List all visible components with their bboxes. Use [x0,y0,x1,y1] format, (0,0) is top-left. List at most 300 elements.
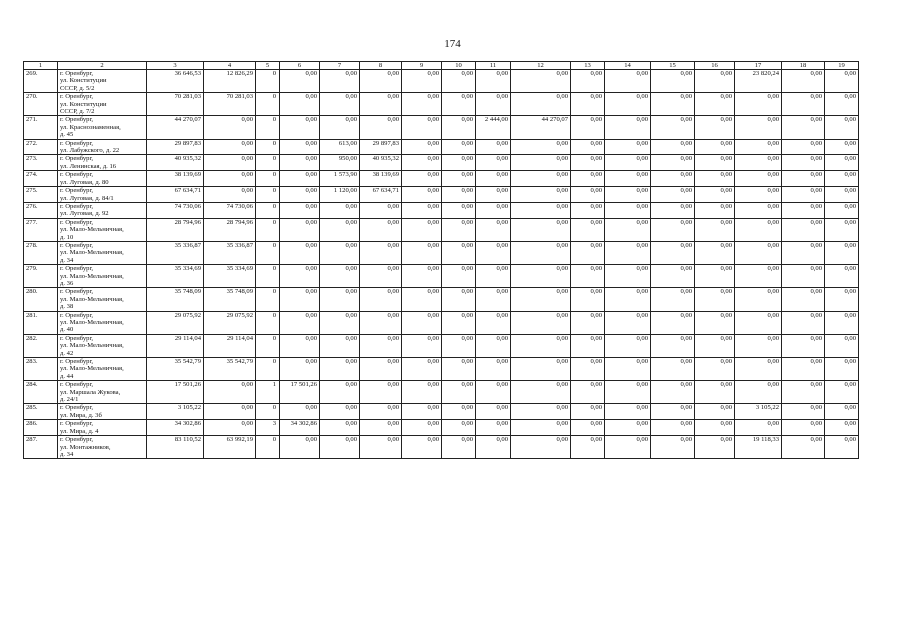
value-cell: 0,00 [476,70,511,93]
address-line: г. Оренбург, [60,202,94,210]
address-line: ул. Мира, д. 4 [60,427,99,435]
value-cell: 0,00 [571,288,605,311]
value-cell: 0,00 [651,334,695,357]
table-row [24,202,859,218]
row-number: 269. [24,70,58,93]
value-cell: 0,00 [605,202,651,218]
table-row [24,265,859,288]
address-cell [58,265,147,288]
value-cell: 0,00 [360,311,402,334]
value-cell: 12 826,29 [204,70,256,93]
address-line: ул. Мало-Мельничная, [60,342,124,350]
value-cell: 0,00 [360,381,402,404]
value-cell: 0,00 [825,218,859,241]
value-cell: 0,00 [825,436,859,459]
value-cell: 0 [256,404,280,420]
value-cell: 0,00 [695,334,735,357]
value-cell: 0,00 [735,334,782,357]
value-cell: 0,00 [695,381,735,404]
value-cell: 0,00 [476,241,511,264]
value-cell: 0,00 [204,171,256,187]
value-cell: 0 [256,218,280,241]
value-cell: 0,00 [280,93,320,116]
value-cell: 0,00 [735,171,782,187]
value-cell: 0,00 [360,436,402,459]
address-cell [58,334,147,357]
address-line: ул. Мира, д. 3б [60,411,102,419]
value-cell: 0 [256,139,280,155]
value-cell: 0,00 [782,171,825,187]
value-cell: 0,00 [695,265,735,288]
address-cell [58,436,147,459]
value-cell: 19 118,33 [735,436,782,459]
address-line: ул. Мало-Мельничная, [60,272,124,280]
value-cell: 0,00 [280,139,320,155]
value-cell: 0,00 [695,311,735,334]
value-cell: 0,00 [605,404,651,420]
value-cell: 17 501,26 [280,381,320,404]
value-cell: 0,00 [402,420,442,436]
address-line: ул. Мало-Мельничная, [60,365,124,373]
address-line: д. 45 [60,131,74,139]
value-cell: 0,00 [511,241,571,264]
value-cell: 0,00 [280,171,320,187]
value-cell: 0,00 [360,241,402,264]
value-cell: 28 794,96 [147,218,204,241]
value-cell: 35 334,69 [147,265,204,288]
value-cell: 0,00 [782,311,825,334]
row-number: 281. [24,311,58,334]
value-cell: 0,00 [782,404,825,420]
value-cell: 0,00 [476,218,511,241]
row-number: 284. [24,381,58,404]
value-cell: 35 748,09 [147,288,204,311]
value-cell: 0,00 [825,404,859,420]
value-cell: 0,00 [511,171,571,187]
address-line: ул. Конституции [60,77,107,85]
value-cell: 0,00 [605,70,651,93]
value-cell: 0,00 [402,70,442,93]
value-cell: 0,00 [651,404,695,420]
row-number: 273. [24,155,58,171]
value-cell: 0,00 [782,358,825,381]
value-cell: 0,00 [442,265,476,288]
value-cell: 0,00 [511,202,571,218]
address-line: г. Оренбург, [60,70,94,77]
value-cell: 0,00 [605,116,651,139]
value-cell: 0,00 [476,265,511,288]
row-number: 275. [24,187,58,203]
value-cell: 0 [256,241,280,264]
value-cell: 0,00 [511,420,571,436]
value-cell: 0,00 [442,358,476,381]
value-cell: 0,00 [605,187,651,203]
address-cell [58,155,147,171]
table-row [24,381,859,404]
address-cell [58,139,147,155]
column-number-row [24,62,859,70]
value-cell: 36 646,53 [147,70,204,93]
value-cell: 0,00 [320,358,360,381]
value-cell: 0,00 [476,358,511,381]
value-cell: 0,00 [825,311,859,334]
value-cell: 0 [256,288,280,311]
value-cell: 0,00 [360,218,402,241]
value-cell: 0,00 [782,241,825,264]
value-cell: 0,00 [825,116,859,139]
value-cell: 0,00 [442,311,476,334]
address-line: ул. Мало-Мельничная, [60,249,124,257]
value-cell: 0,00 [511,358,571,381]
address-cell [58,116,147,139]
value-cell: 0,00 [695,404,735,420]
value-cell: 23 820,24 [735,70,782,93]
value-cell: 0,00 [476,404,511,420]
value-cell: 0,00 [825,358,859,381]
address-line: ул. Мало-Мельничная, [60,319,124,326]
row-number: 279. [24,265,58,288]
value-cell: 29 075,92 [147,311,204,334]
value-cell: 0,00 [782,187,825,203]
value-cell: 0,00 [782,139,825,155]
value-cell: 63 992,19 [204,436,256,459]
value-cell: 0,00 [511,311,571,334]
value-cell: 0,00 [825,70,859,93]
value-cell: 0,00 [651,381,695,404]
value-cell: 0,00 [360,70,402,93]
column-header: 4 [204,62,256,70]
column-header: 8 [360,62,402,70]
value-cell: 1 573,90 [320,171,360,187]
value-cell: 0,00 [825,265,859,288]
column-header: 5 [256,62,280,70]
value-cell: 35 336,87 [204,241,256,264]
column-header: 13 [571,62,605,70]
value-cell: 0,00 [695,171,735,187]
value-cell: 0,00 [605,139,651,155]
value-cell: 0 [256,202,280,218]
value-cell: 0,00 [825,93,859,116]
value-cell: 0,00 [695,116,735,139]
value-cell: 74 730,06 [147,202,204,218]
value-cell: 0,00 [782,381,825,404]
value-cell: 0,00 [280,116,320,139]
table-row [24,70,859,93]
value-cell: 0,00 [511,265,571,288]
address-line: г. Оренбург, [60,358,94,366]
value-cell: 0,00 [735,311,782,334]
value-cell: 0,00 [360,404,402,420]
value-cell: 0,00 [476,93,511,116]
value-cell: 0,00 [782,288,825,311]
value-cell: 0,00 [651,436,695,459]
table-row [24,139,859,155]
value-cell: 3 105,22 [147,404,204,420]
address-cell [58,202,147,218]
value-cell: 0,00 [825,171,859,187]
address-line: ул. Маршала Жукова, [60,388,121,396]
value-cell: 17 501,26 [147,381,204,404]
address-line: ул. Лабужского, д. 22 [60,147,120,155]
value-cell: 0,00 [825,187,859,203]
value-cell: 0,00 [571,381,605,404]
value-cell: 0,00 [280,311,320,334]
value-cell: 0,00 [442,404,476,420]
value-cell: 1 [256,381,280,404]
value-cell: 0,00 [402,404,442,420]
address-cell [58,70,147,93]
value-cell: 0,00 [320,218,360,241]
column-header: 14 [605,62,651,70]
address-cell [58,288,147,311]
address-line: г. Оренбург, [60,265,94,273]
value-cell: 0,00 [402,288,442,311]
value-cell: 0,00 [571,436,605,459]
value-cell: 0,00 [735,139,782,155]
value-cell: 3 [256,420,280,436]
value-cell: 0,00 [651,311,695,334]
address-line: ул. Ленинская, д. 16 [60,162,117,170]
address-cell [58,93,147,116]
address-line: д. 10 [60,233,74,241]
value-cell: 0,00 [402,436,442,459]
address-line: д. 24/1 [60,396,79,404]
value-cell: 0,00 [695,155,735,171]
value-cell: 0,00 [476,155,511,171]
value-cell: 0,00 [442,420,476,436]
value-cell: 0,00 [571,334,605,357]
value-cell: 0,00 [280,241,320,264]
table-row [24,404,859,420]
table-row [24,288,859,311]
value-cell: 35 542,79 [204,358,256,381]
value-cell: 0,00 [825,241,859,264]
address-line: г. Оренбург, [60,218,94,226]
value-cell: 0,00 [605,155,651,171]
address-cell [58,420,147,436]
address-line: ул. Мало-Мельничная, [60,295,124,303]
value-cell: 0,00 [605,265,651,288]
value-cell: 0,00 [605,93,651,116]
value-cell: 0 [256,93,280,116]
value-cell: 0,00 [571,116,605,139]
value-cell: 0,00 [571,139,605,155]
address-line: г. Оренбург, [60,404,94,412]
value-cell: 0,00 [695,93,735,116]
value-cell: 0 [256,116,280,139]
value-cell: 0,00 [782,420,825,436]
value-cell: 0,00 [695,218,735,241]
value-cell: 40 935,32 [360,155,402,171]
value-cell: 0,00 [571,155,605,171]
value-cell: 0,00 [735,420,782,436]
address-line: д. 38 [60,303,74,311]
value-cell: 0,00 [442,334,476,357]
address-line: ул. Луговая, д. 92 [60,210,109,218]
value-cell: 0,00 [571,93,605,116]
value-cell: 0,00 [204,404,256,420]
value-cell: 0,00 [605,436,651,459]
value-cell: 0,00 [442,288,476,311]
row-number: 286. [24,420,58,436]
column-header: 9 [402,62,442,70]
value-cell: 0,00 [476,381,511,404]
value-cell: 0,00 [825,155,859,171]
value-cell: 0,00 [320,265,360,288]
table-row [24,187,859,203]
address-line: ул. Конституции [60,100,107,108]
value-cell: 0,00 [476,202,511,218]
value-cell: 29 897,83 [360,139,402,155]
value-cell: 0,00 [651,241,695,264]
row-number: 271. [24,116,58,139]
value-cell: 0,00 [651,218,695,241]
value-cell: 0,00 [735,116,782,139]
value-cell: 0,00 [571,241,605,264]
table-row [24,436,859,459]
value-cell: 0,00 [651,187,695,203]
address-line: ул. Луговая, д. 84/1 [60,194,114,202]
value-cell: 0 [256,436,280,459]
value-cell: 0,00 [360,334,402,357]
value-cell: 0,00 [511,218,571,241]
column-header: 3 [147,62,204,70]
value-cell: 0,00 [825,381,859,404]
address-cell [58,381,147,404]
value-cell: 0,00 [402,202,442,218]
address-line: д. 34 [60,256,74,264]
value-cell: 0,00 [320,334,360,357]
address-line: г. Оренбург, [60,93,94,101]
value-cell: 0 [256,311,280,334]
value-cell: 0,00 [605,218,651,241]
address-line: ул. Мало-Мельничная, [60,226,124,234]
row-number: 280. [24,288,58,311]
value-cell: 0,00 [605,311,651,334]
column-header: 1 [24,62,58,70]
address-line: г. Оренбург, [60,171,94,179]
value-cell: 0,00 [204,116,256,139]
value-cell: 0 [256,155,280,171]
value-cell: 0,00 [782,155,825,171]
value-cell: 0,00 [605,420,651,436]
address-line: г. Оренбург, [60,241,94,249]
value-cell: 0,00 [204,155,256,171]
column-header: 19 [825,62,859,70]
row-number: 278. [24,241,58,264]
value-cell: 0,00 [605,171,651,187]
value-cell: 0,00 [651,139,695,155]
value-cell: 0,00 [476,436,511,459]
value-cell: 0,00 [511,404,571,420]
value-cell: 38 139,69 [147,171,204,187]
column-header: 16 [695,62,735,70]
value-cell: 0,00 [651,93,695,116]
value-cell: 0,00 [695,202,735,218]
value-cell: 0,00 [735,155,782,171]
value-cell: 0,00 [476,334,511,357]
table-row [24,241,859,264]
value-cell: 67 634,71 [360,187,402,203]
value-cell: 35 334,69 [204,265,256,288]
column-header: 6 [280,62,320,70]
data-table [23,61,859,459]
value-cell: 0,00 [511,93,571,116]
address-line: г. Оренбург, [60,288,94,296]
value-cell: 35 336,87 [147,241,204,264]
value-cell: 29 075,92 [204,311,256,334]
value-cell: 0,00 [695,70,735,93]
address-cell [58,171,147,187]
value-cell: 0,00 [605,358,651,381]
value-cell: 0,00 [360,358,402,381]
value-cell: 0,00 [571,420,605,436]
value-cell: 0,00 [476,171,511,187]
value-cell: 0,00 [360,116,402,139]
value-cell: 0,00 [280,288,320,311]
value-cell: 29 114,04 [204,334,256,357]
value-cell: 0,00 [320,436,360,459]
value-cell: 0,00 [735,218,782,241]
value-cell: 0,00 [511,139,571,155]
value-cell: 70 281,03 [204,93,256,116]
value-cell: 28 794,96 [204,218,256,241]
value-cell: 0,00 [571,202,605,218]
value-cell: 0,00 [402,265,442,288]
value-cell: 0,00 [360,93,402,116]
value-cell: 0,00 [320,202,360,218]
value-cell: 0,00 [695,436,735,459]
address-line: д. 42 [60,349,74,357]
table-row [24,334,859,357]
address-line: СССР, д. 5/2 [60,84,95,92]
value-cell: 35 542,79 [147,358,204,381]
table-row [24,155,859,171]
value-cell: 0,00 [320,241,360,264]
value-cell: 0,00 [651,265,695,288]
value-cell: 0 [256,171,280,187]
address-cell [58,187,147,203]
address-line: г. Оренбург, [60,436,94,444]
address-line: ул. Монтажников, [60,443,111,451]
value-cell: 0,00 [476,288,511,311]
value-cell: 0,00 [695,358,735,381]
address-line: г. Оренбург, [60,139,94,147]
table-row [24,218,859,241]
value-cell: 35 748,09 [204,288,256,311]
value-cell: 0,00 [695,241,735,264]
value-cell: 0,00 [511,381,571,404]
address-line: г. Оренбург, [60,334,94,342]
value-cell: 0,00 [825,420,859,436]
value-cell: 0,00 [442,218,476,241]
value-cell: 0,00 [280,218,320,241]
value-cell: 0,00 [651,70,695,93]
value-cell: 0,00 [320,381,360,404]
value-cell: 0,00 [651,420,695,436]
value-cell: 0,00 [782,218,825,241]
value-cell: 0,00 [204,381,256,404]
value-cell: 0,00 [360,420,402,436]
value-cell: 0,00 [204,420,256,436]
value-cell: 67 634,71 [147,187,204,203]
value-cell: 0,00 [204,139,256,155]
value-cell: 0,00 [360,288,402,311]
value-cell: 0,00 [605,381,651,404]
value-cell: 0,00 [651,288,695,311]
value-cell: 0 [256,358,280,381]
value-cell: 0,00 [442,171,476,187]
